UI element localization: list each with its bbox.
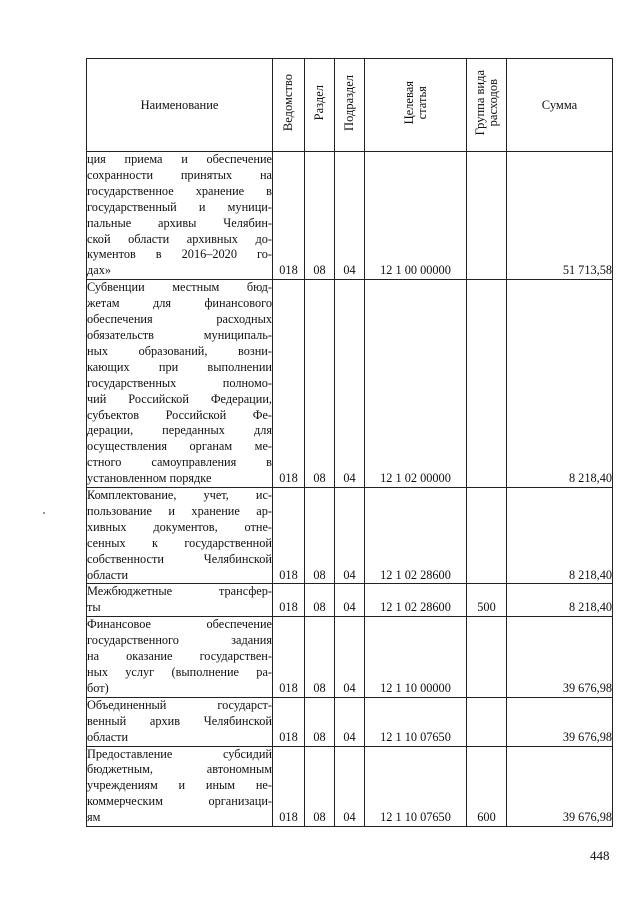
row-name-line: государственных полномо- (87, 375, 272, 390)
row-podrazdel: 04 (335, 617, 365, 698)
table-row (87, 584, 613, 617)
budget-table (86, 58, 613, 827)
row-name-line: установленном порядке (87, 471, 212, 486)
row-razdel: 08 (305, 584, 335, 617)
row-target-article: 12 1 10 07650 (365, 746, 467, 827)
row-name-line: чий Российской Федерации, (87, 391, 272, 406)
header-target-article: Целевая статья (365, 59, 467, 152)
row-name-line: ных образований, возни- (87, 343, 272, 358)
row-name-line: жетам для финансового (87, 296, 272, 311)
row-name-line: пальные архивы Челябин- (87, 215, 272, 230)
row-vedomstvo: 018 (273, 746, 305, 827)
header-vedomstvo: Ведомство (273, 59, 305, 152)
row-sum: 8 218,40 (507, 488, 613, 584)
row-sum: 39 676,98 (507, 617, 613, 698)
row-expense-group (467, 152, 507, 280)
row-name-line: субъектов Российской Фе- (87, 407, 272, 422)
header-razdel: Раздел (305, 59, 335, 152)
row-name-line: кающих при выполнении (87, 359, 272, 374)
row-vedomstvo: 018 (273, 697, 305, 746)
row-name-line: стного самоуправления в (87, 455, 272, 470)
page-number: 448 (590, 848, 610, 863)
row-name-line: обеспечения расходных (87, 312, 272, 327)
table-row (87, 488, 613, 584)
row-name-line: сохранности принятых на (87, 167, 272, 182)
row-name-line: государственное хранение в (87, 183, 272, 198)
row-vedomstvo: 018 (273, 488, 305, 584)
row-name-line: Комплектование, учет, ис- (87, 488, 272, 503)
row-name-line: венный архив Челябинской (87, 713, 272, 728)
row-razdel: 08 (305, 280, 335, 488)
row-razdel: 08 (305, 617, 335, 698)
row-podrazdel: 04 (335, 746, 365, 827)
header-podrazdel: Подраздел (335, 59, 365, 152)
row-sum: 39 676,98 (507, 697, 613, 746)
table-row (87, 697, 613, 746)
row-name-line: дах» (87, 263, 112, 278)
row-target-article: 12 1 10 00000 (365, 617, 467, 698)
row-name-line: учреждениям и иным не- (87, 778, 272, 793)
row-name-line: государственного задания (87, 633, 272, 648)
row-name-line: ция приема и обеспечение (87, 152, 272, 166)
header-sum: Сумма (507, 59, 613, 152)
row-name-line: области (87, 567, 129, 582)
table-row (87, 746, 613, 827)
row-name (87, 617, 273, 698)
row-podrazdel: 04 (335, 152, 365, 280)
row-name-line: на оказание государствен- (87, 649, 272, 664)
row-name-line: бот) (87, 680, 109, 695)
row-razdel: 08 (305, 152, 335, 280)
row-sum: 8 218,40 (507, 584, 613, 617)
row-name-line: Финансовое обеспечение (87, 617, 272, 632)
row-name-line: Предоставление субсидий (87, 746, 272, 761)
row-name-line: коммерческим организаци- (87, 794, 272, 809)
table-header-row (87, 59, 613, 152)
row-target-article: 12 1 00 00000 (365, 152, 467, 280)
row-expense-group: 600 (467, 746, 507, 827)
row-name-line: ты (87, 600, 101, 615)
row-sum: 8 218,40 (507, 280, 613, 488)
row-name (87, 280, 273, 488)
row-vedomstvo: 018 (273, 617, 305, 698)
row-name-line: ям (87, 810, 101, 825)
row-name-line: обязательств муниципаль- (87, 327, 272, 342)
row-name-line: бюджетным, автономным (87, 762, 272, 777)
row-vedomstvo: 018 (273, 280, 305, 488)
row-razdel: 08 (305, 746, 335, 827)
row-name-line: государственный и муници- (87, 199, 272, 214)
row-podrazdel: 04 (335, 584, 365, 617)
row-name-line: ской области архивных до- (87, 231, 272, 246)
row-name-line: осуществления органам ме- (87, 439, 272, 454)
row-name-line: собственности Челябинской (87, 551, 272, 566)
row-target-article: 12 1 10 07650 (365, 697, 467, 746)
table-row (87, 617, 613, 698)
scan-speck (43, 512, 45, 514)
row-sum: 39 676,98 (507, 746, 613, 827)
row-expense-group: 500 (467, 584, 507, 617)
table-row (87, 152, 613, 280)
table-row (87, 280, 613, 488)
row-target-article: 12 1 02 28600 (365, 488, 467, 584)
row-name-line: дерации, переданных для (87, 423, 272, 438)
row-expense-group (467, 488, 507, 584)
row-expense-group (467, 280, 507, 488)
row-name (87, 746, 273, 827)
row-name (87, 584, 273, 617)
row-name-line: сенных к государственной (87, 535, 272, 550)
row-name-line: Субвенции местным бюд- (87, 280, 272, 295)
row-podrazdel: 04 (335, 488, 365, 584)
row-name-line: кументов в 2016–2020 го- (87, 247, 272, 262)
row-name-line: области (87, 729, 129, 744)
row-vedomstvo: 018 (273, 152, 305, 280)
row-name-line: ных услуг (выполнение ра- (87, 665, 272, 679)
row-target-article: 12 1 02 00000 (365, 280, 467, 488)
row-razdel: 08 (305, 697, 335, 746)
row-vedomstvo: 018 (273, 584, 305, 617)
row-expense-group (467, 697, 507, 746)
row-name-line: пользование и хранение ар- (87, 503, 272, 518)
row-podrazdel: 04 (335, 280, 365, 488)
row-name (87, 152, 273, 280)
header-expense-group: Группа вида расходов (467, 59, 507, 152)
row-name-line: Межбюджетные трансфер- (87, 584, 272, 599)
row-sum: 51 713,58 (507, 152, 613, 280)
row-razdel: 08 (305, 488, 335, 584)
row-name (87, 697, 273, 746)
row-name (87, 488, 273, 584)
row-name-line: Объединенный государст- (87, 697, 272, 712)
header-name: Наименование (87, 59, 273, 152)
row-name-line: хивных документов, отне- (87, 519, 272, 534)
row-expense-group (467, 617, 507, 698)
row-podrazdel: 04 (335, 697, 365, 746)
row-target-article: 12 1 02 28600 (365, 584, 467, 617)
